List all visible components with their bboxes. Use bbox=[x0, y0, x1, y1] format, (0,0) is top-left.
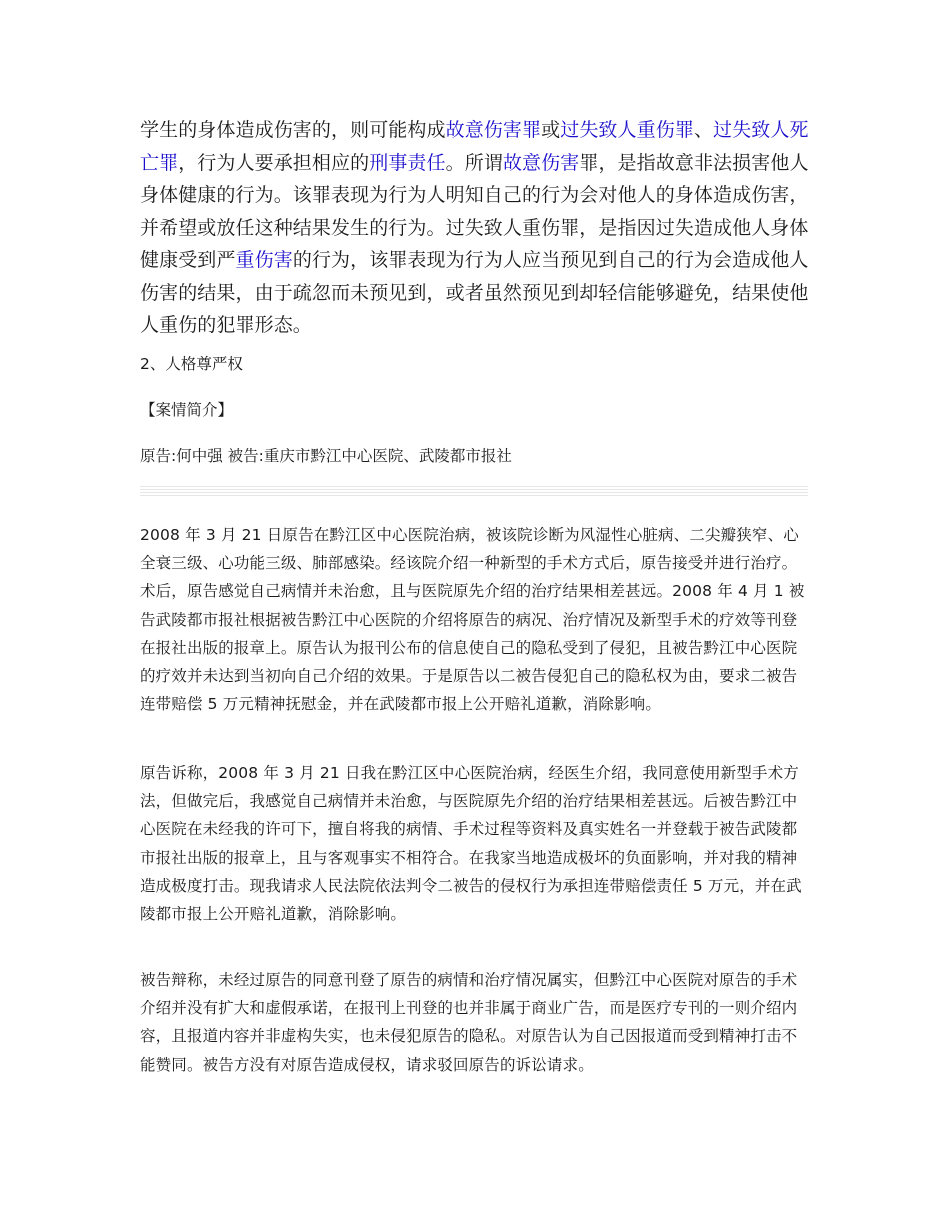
parties-line: 原告:何中强 被告:重庆市黔江中心医院、武陵都市报社 bbox=[140, 447, 512, 465]
intro-text-2: 或 bbox=[541, 119, 561, 141]
intro-text-1: 学生的身体造成伤害的，则可能构成 bbox=[140, 119, 446, 141]
intro-text-6: 罪，是指故意非法损害他人身体健康的行为。该罪表现为行为人明知自己的行为会对他人的身体造成伤害，并希望或放任这种结果发生的行为。过失致人重伤罪，是指因过失造成他人身体健康受到严 bbox=[140, 151, 809, 271]
plaintiff-claim-paragraph: 原告诉称，2008 年 3 月 21 日我在黔江区中心医院治病，经医生介绍，我同意使用新型手术方法，但做完后，我感觉自己病情并未治愈，与医院原先介绍的治疗结果相差甚远。后被告黔江中心医院在未经我的许可下，擅自将我的病情、手术过程等资料及真实姓名一并登载于被告武陵都市报社出版的报章上，且与客观事实不相符合。在我家当地造成极坏的负面影响，并对我的精神造成极度打击。现我请求人民法院依法判令二被告的侵权行为承担连带赔偿责任 5 万元，并在武陵都市报上公开赔礼道歉，消除影响。 bbox=[140, 764, 802, 924]
intro-text-3: 、 bbox=[693, 119, 714, 141]
case-facts-paragraph: 2008 年 3 月 21 日原告在黔江区中心医院治病，被该院诊断为风湿性心脏病、二尖瓣狭窄、心全衰三级、心功能三级、肺部感染。经该院介绍一种新型的手术方式后，原告接受并进行治疗。术后，原告感觉自己病情并未治愈，且与医院原先介绍的治疗结果相差甚远。2008 年 4 月 1 被告武陵都市报社根据被告黔江中心医院的介绍将原告的病况、治疗情况及新型手术的疗效等刊登在报社出版的报章上。原告认为报刊公布的信息使自己的隐私受到了侵犯，且被告黔江中心医院的疗效并未达到当初向自己介绍的效果。于是原告以二被告侵犯自己的隐私权为由，要求二被告连带赔偿 5 万元精神抚慰金，并在武陵都市报上公开赔礼道歉，消除影响。 bbox=[140, 526, 805, 714]
divider bbox=[140, 486, 808, 498]
intro-text-7: 的行为，该罪表现为行为人应当预见到自己的行为会造成他人伤害的结果，由于疏忽而未预见到，或者虽然预见到却轻信能够避免，结果使他人重伤的犯罪形态。 bbox=[140, 249, 809, 336]
intro-text-5: 。所谓 bbox=[445, 151, 503, 174]
defendant-reply-paragraph: 被告辩称，未经过原告的同意刊登了原告的病情和治疗情况属实，但黔江中心医院对原告的手术介绍并没有扩大和虚假承诺，在报刊上刊登的也并非属于商业广告，而是医疗专刊的一则介绍内容，且报道内容并非虚构失实，也未侵犯原告的隐私。对原告认为自己因报道而受到精神打击不能赞同。被告方没有对原告造成侵权，请求驳回原告的诉讼请求。 bbox=[140, 971, 798, 1074]
case-summary-label: 【案情简介】 bbox=[140, 401, 234, 419]
link-criminal-liability[interactable]: 刑事责任 bbox=[369, 151, 446, 174]
link-serious-injury[interactable]: 重伤害 bbox=[235, 249, 293, 271]
intro-text-4: ，行为人要承担相应的 bbox=[178, 151, 370, 174]
link-intentional-harm[interactable]: 故意伤害 bbox=[502, 151, 580, 174]
section-heading: 2、人格尊严权 bbox=[140, 355, 243, 373]
intro-paragraph bbox=[140, 114, 812, 342]
link-negligent-serious-injury[interactable]: 过失致人重伤罪 bbox=[560, 119, 694, 141]
link-negligent-homicide[interactable]: 过失致人死亡罪 bbox=[140, 119, 809, 174]
link-intentional-injury[interactable]: 故意伤害罪 bbox=[445, 119, 542, 141]
